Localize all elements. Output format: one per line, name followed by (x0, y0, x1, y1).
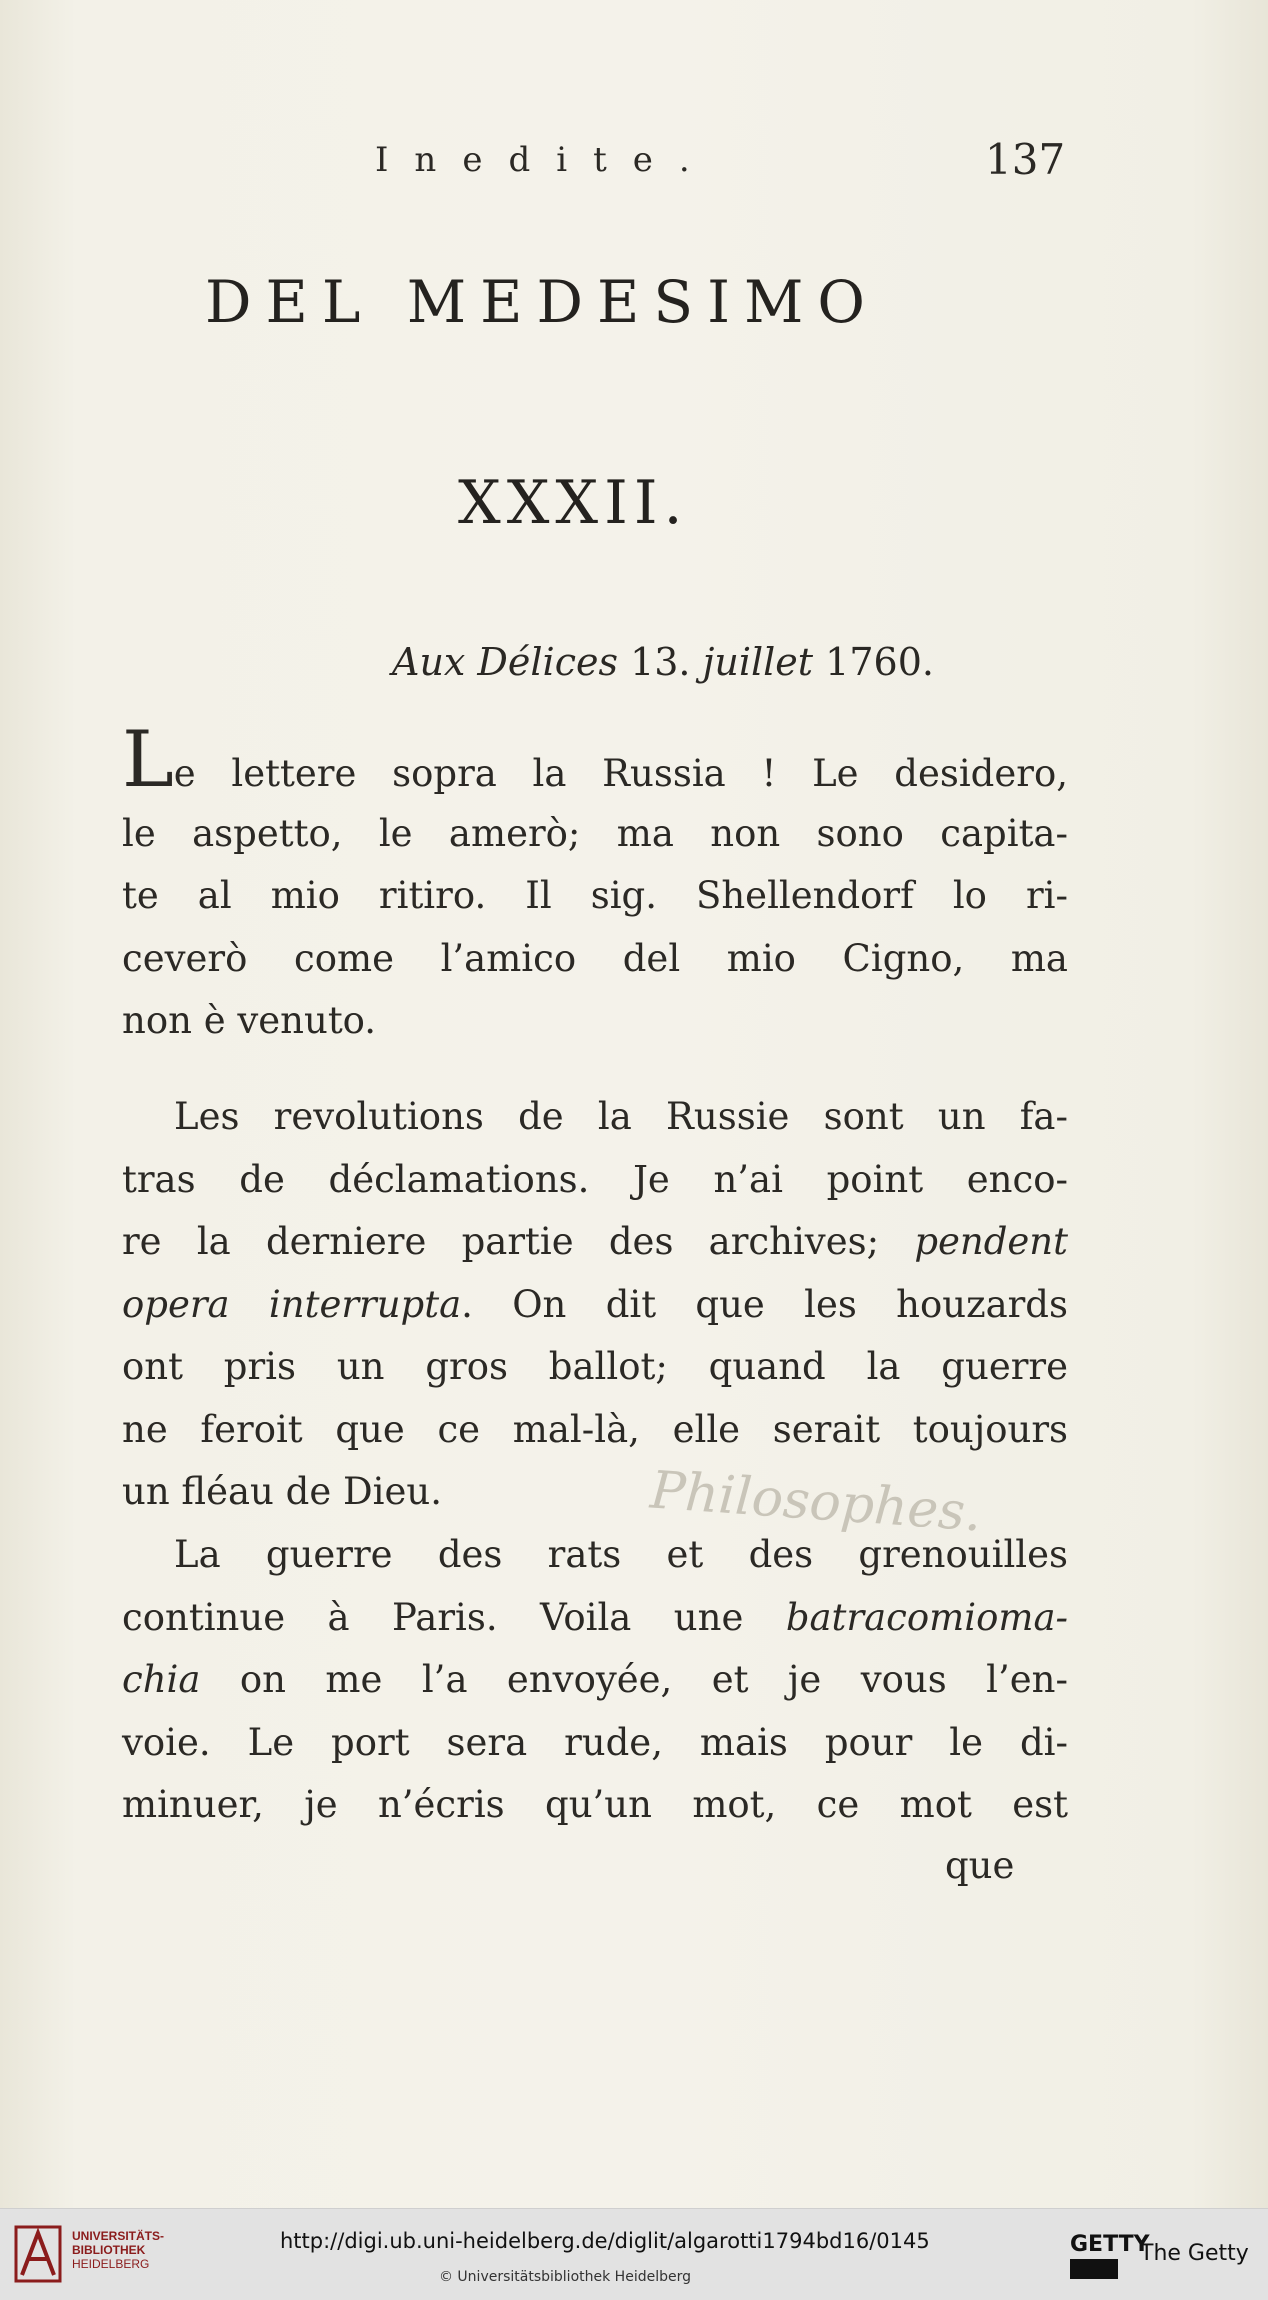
section-title: DEL MEDESIMO (205, 268, 879, 336)
running-head: Inedite. (375, 140, 716, 180)
text-line: minuer, je n’écris qu’un mot, ce mot est (122, 1783, 1068, 1826)
text-line: Le lettere sopra la Russia ! Le desidero, (122, 715, 1068, 805)
university-library-logo-icon (14, 2225, 66, 2285)
text-line: un fléau de Dieu. (122, 1470, 442, 1513)
getty-logo-icon (1068, 2227, 1150, 2283)
page-number: 137 (985, 135, 1066, 184)
text-line: chia on me l’a envoyée, et je vous l’en- (122, 1658, 1068, 1701)
pencil-annotation: Philosophes. (648, 1460, 984, 1544)
text-line: le aspetto, le amerò; ma non sono capita- (122, 811, 1068, 855)
dateline-day: 13. (630, 640, 691, 684)
copyright-notice: © Universitätsbibliothek Heidelberg (438, 2269, 691, 2285)
text-line: ne feroit que ce mal-là, elle serait toujours (122, 1407, 1068, 1451)
text-line: ceverò come l’amico del mio Cigno, ma (122, 936, 1068, 980)
dateline (392, 640, 934, 684)
paragraph-1 (122, 715, 1068, 1053)
text-line: te al mio ritiro. Il sig. Shellendorf lo ri- (122, 874, 1068, 917)
university-library-name: UNIVERSITÄTS- BIBLIOTHEK HEIDELBERG (72, 2229, 165, 2271)
dateline-month: juillet (702, 640, 814, 684)
paragraph-3 (122, 1524, 1068, 1837)
dateline-place: Aux Délices (392, 640, 618, 684)
permalink-url[interactable]: http://digi.ub.uni-heidelberg.de/diglit/algarotti1794bd16/0145 (280, 2229, 930, 2253)
text-line: La guerre des rats et des grenouilles (174, 1533, 1068, 1576)
dateline-year: 1760. (825, 640, 934, 684)
catchword: que (945, 1844, 1015, 1887)
text-line: ont pris un gros ballot; quand la guerre (122, 1345, 1068, 1388)
text-line: non è venuto. (122, 999, 377, 1042)
text-line: tras de déclamations. Je n’ai point enco- (122, 1157, 1068, 1201)
text-line: continue à Paris. Voila une batracomioma- (122, 1595, 1069, 1639)
letter-number: XXXII. (458, 468, 689, 538)
viewer-footer (0, 2208, 1268, 2300)
partner-name: The Getty (1140, 2241, 1249, 2266)
paragraph-2 (122, 1086, 1068, 1524)
text-line: voie. Le port sera rude, mais pour le di- (122, 1720, 1068, 1764)
text-line: re la derniere partie des archives; pendent (122, 1220, 1069, 1263)
text-line: opera interrupta. On dit que les houzards (122, 1282, 1068, 1326)
text-line: Les revolutions de la Russie sont un fa- (174, 1095, 1068, 1138)
svg-text:GETTY: GETTY (1070, 2232, 1150, 2257)
drop-cap: L (122, 715, 174, 805)
